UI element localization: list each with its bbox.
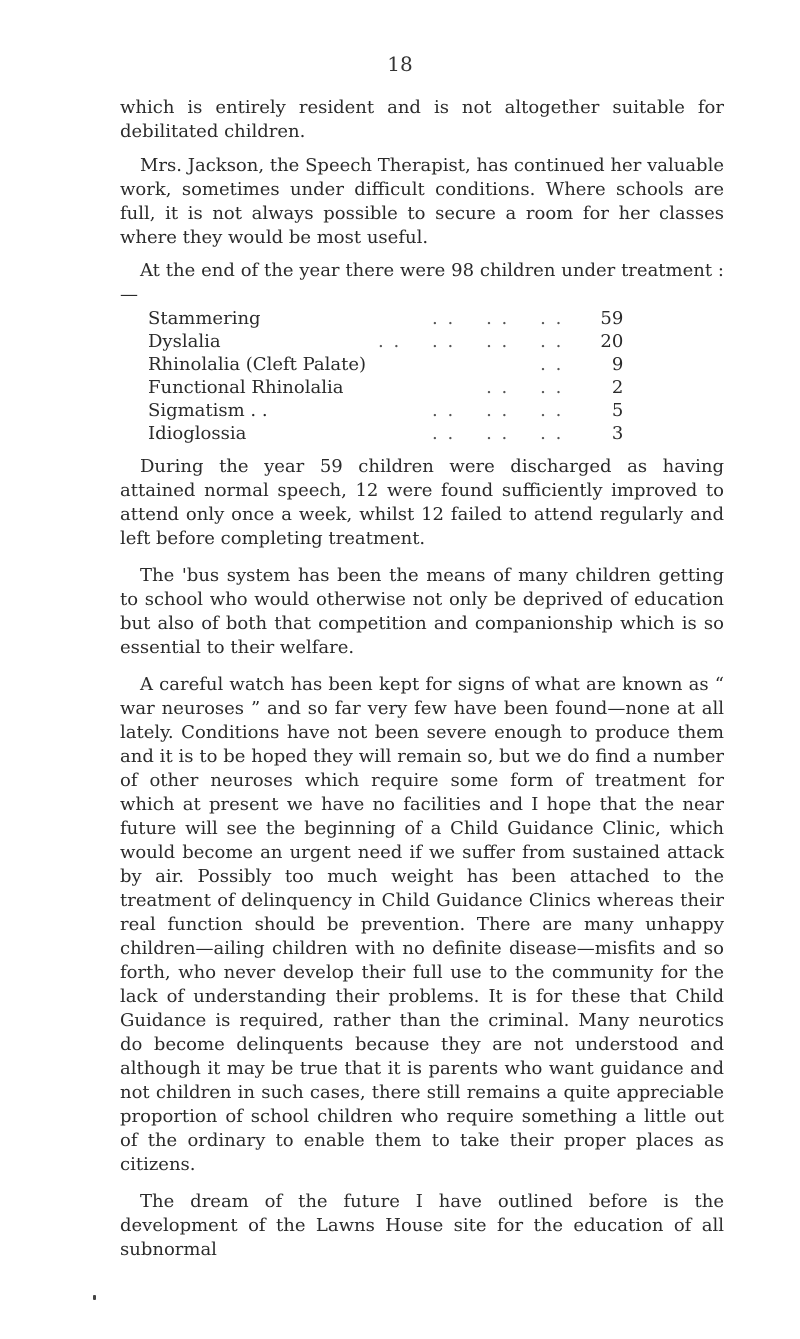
dot-leader: . . . . . .	[432, 400, 564, 421]
page-number: 18	[387, 52, 413, 76]
paragraph-war-neuroses: A careful watch has been kept for signs of what are known as “ war neuroses ” and so far very few have been found—none at all lately. Conditions have not been severe enough to produce them and it is to be hoped they will remain so, but we do find a number of other neuroses which require some form of treatment for which at present we have no facilities and I hope that the near future will see the beginning of a Child Guidance Clinic, which would become an urgent need if we suffer from sustained attack by air. Possibly too much weight has been attached to the treatment of delinquency in Child Guidance Clinics whereas their real function should be prevention. There are many unhappy children—ailing children with no definite disease—misfits and so forth, who never develop their full use to the community for the lack of understanding their problems. It is for these that Child Guidance is required, rather than the criminal. Many neurotics do become delinquents because they are not understood and although it may be true that it is parents who want guidance and not children in such cases, there still remains a quite appreciable proportion of school children who require something a little out of the ordinary to enable them to take their proper places as citizens.	[120, 674, 724, 1175]
table-row	[148, 353, 623, 376]
condition-label: Dyslalia	[148, 331, 221, 352]
condition-count: 5	[611, 400, 624, 421]
paragraph-continuation: which is entirely resident and is not altogether suitable for debilitated children.	[120, 97, 724, 142]
paragraph-treatment-intro: At the end of the year there were 98 children under treatment :—	[120, 260, 724, 305]
paragraph-discharged: During the year 59 children were discharged as having attained normal speech, 12 were found sufficiently improved to attend only once a week, whilst 12 failed to attend regularly and left before completing treatment.	[120, 456, 724, 549]
table-row	[148, 376, 623, 399]
paragraph-speech-therapist: Mrs. Jackson, the Speech Therapist, has continued her valuable work, sometimes under difficult conditions. Where schools are full, it is not always possible to secure a room for her classes where they would be most useful.	[120, 155, 724, 248]
condition-label: Sigmatism . .	[148, 400, 268, 421]
dot-leader: . . . . . .	[432, 423, 564, 444]
paragraph-bus-system: The 'bus system has been the means of many children getting to school who would otherwise not only be deprived of education but also of both that competition and companionship which is so essential to their welfare.	[120, 565, 724, 658]
condition-count: 2	[611, 377, 624, 398]
page-content	[120, 96, 724, 1262]
dot-leader: . . . . . .	[432, 308, 564, 329]
condition-count: 20	[600, 331, 624, 352]
condition-label: Stammering	[148, 308, 261, 329]
condition-label: Idioglossia	[148, 423, 247, 444]
table-row	[148, 399, 623, 422]
dot-leader: . .	[540, 354, 564, 375]
condition-count: 9	[611, 354, 624, 375]
table-row	[148, 307, 623, 330]
condition-count: 59	[600, 308, 624, 329]
paragraph-future-dream: The dream of the future I have outlined before is the development of the Lawns House site for the education of all subnormal	[120, 1191, 724, 1260]
condition-label: Functional Rhinolalia	[148, 377, 344, 398]
treatment-table	[148, 307, 623, 445]
dot-leader: . . . . . . . .	[378, 331, 564, 352]
table-row	[148, 422, 623, 445]
condition-label: Rhinolalia (Cleft Palate)	[148, 354, 367, 375]
dot-leader: . . . .	[486, 377, 564, 398]
table-row	[148, 330, 623, 353]
condition-count: 3	[611, 423, 624, 444]
scan-speck	[93, 1295, 96, 1300]
